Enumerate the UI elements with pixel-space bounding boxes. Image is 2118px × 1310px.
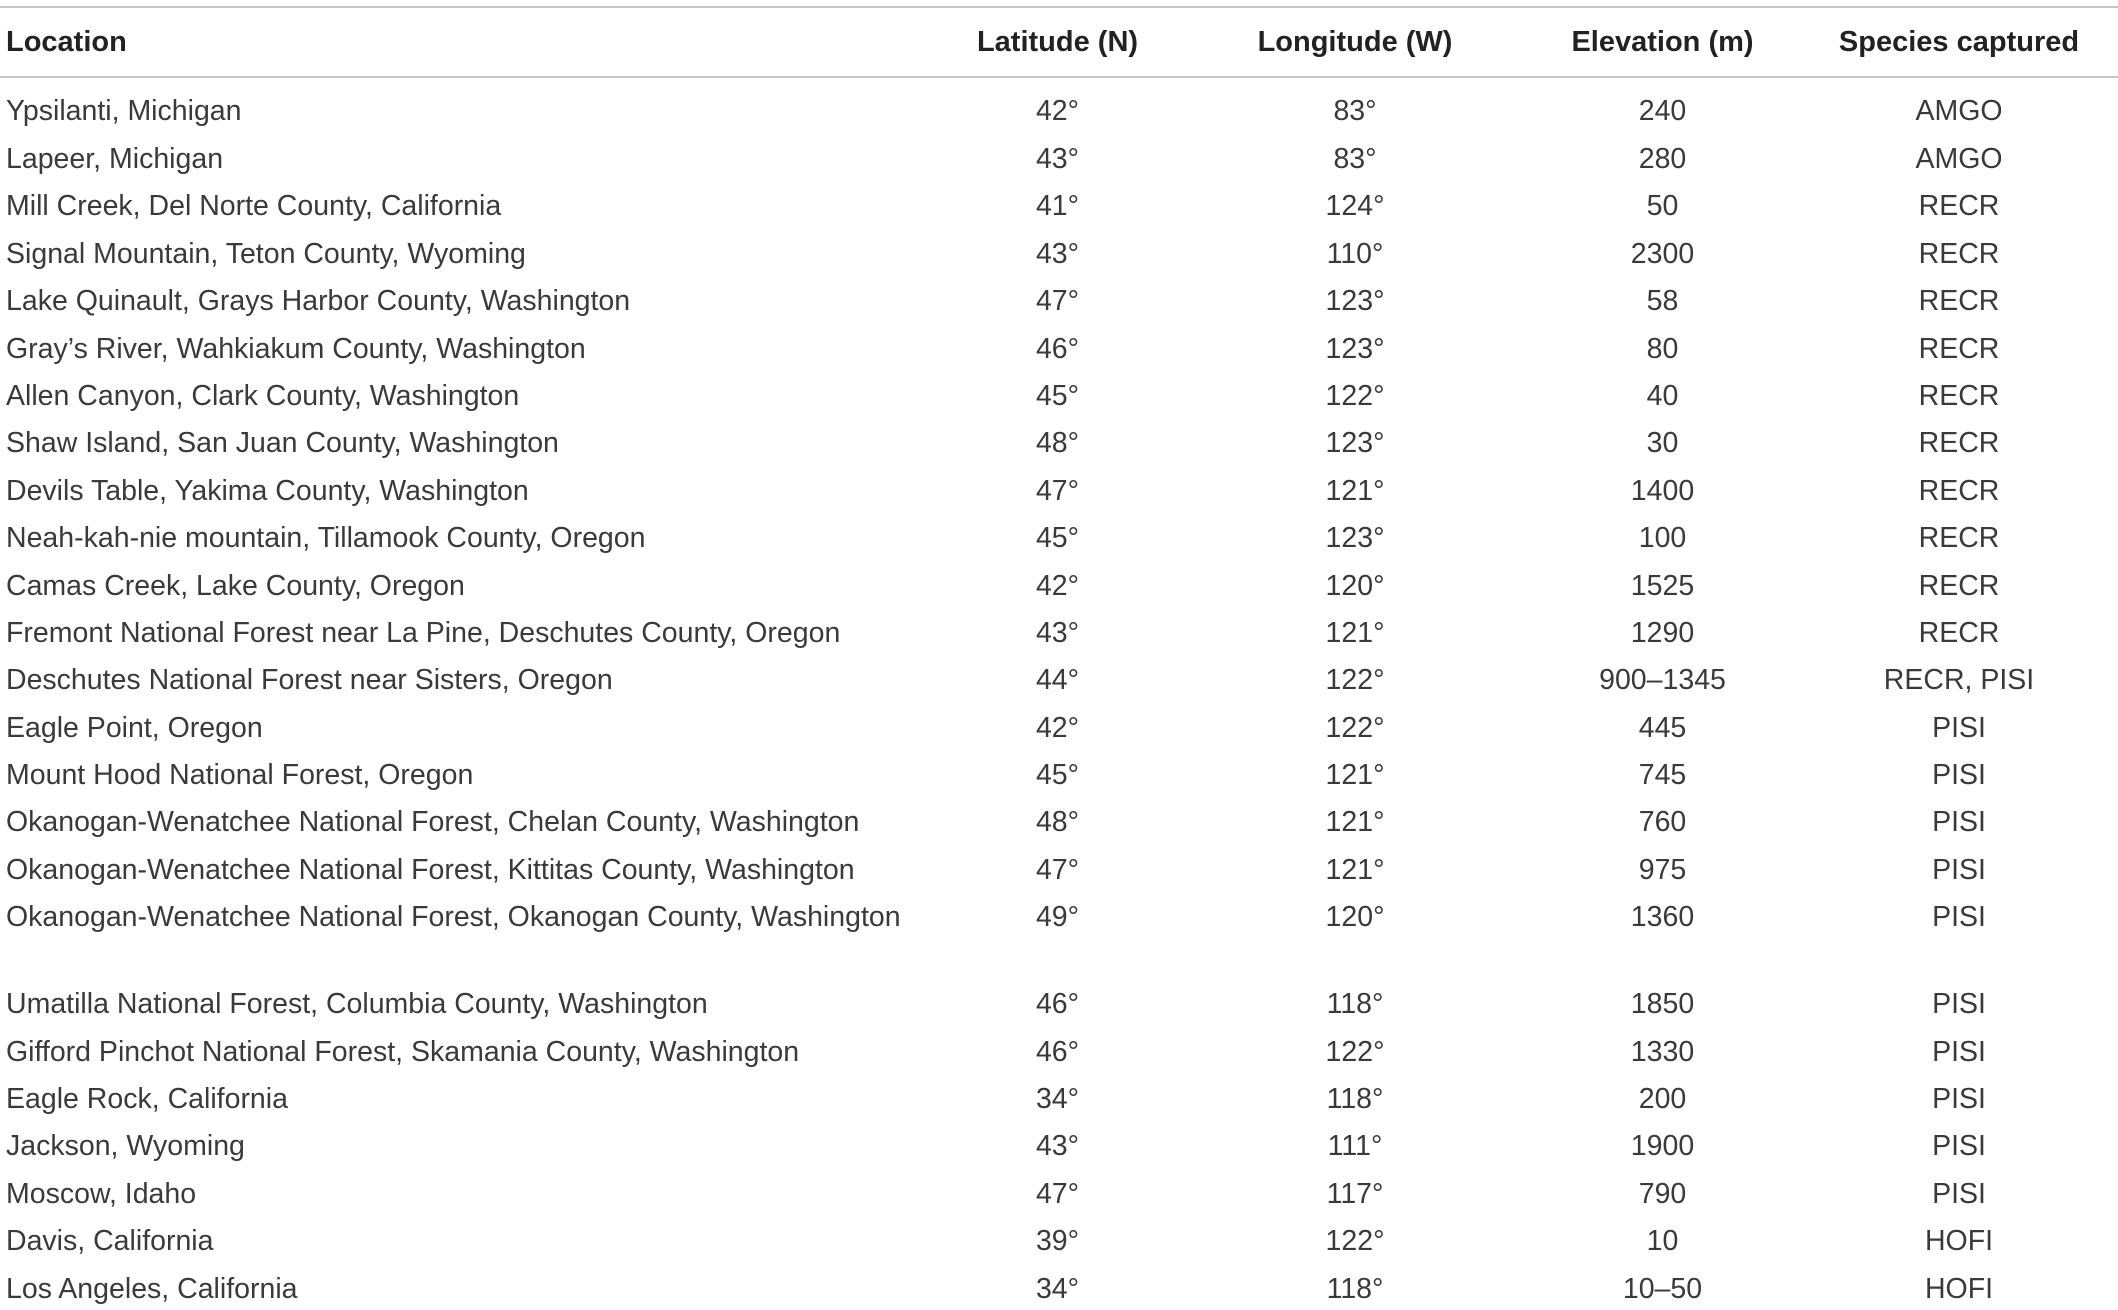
table-row (0, 1215, 2118, 1262)
cell-longitude: 120° (1325, 901, 1385, 934)
cell-latitude: 34° (1035, 1083, 1080, 1116)
cell-species: AMGO (1915, 95, 2003, 127)
table-row (0, 1168, 2118, 1215)
table-row (0, 1263, 2118, 1310)
cell-longitude: 122° (1325, 1035, 1385, 1068)
cell-elevation: 790 (1638, 1177, 1687, 1210)
cell-species: RECR (1918, 569, 2000, 602)
table-row (0, 465, 2118, 512)
cell-species: AMGO (1915, 143, 2003, 175)
table-row (0, 228, 2118, 275)
cell-species: RECR (1918, 332, 2000, 365)
cell-location: Gray’s River, Wahkiakum County, Washington (6, 332, 586, 365)
cell-species: RECR (1918, 285, 2000, 318)
cell-longitude: 111° (1327, 1130, 1383, 1163)
cell-longitude: 122° (1325, 1225, 1385, 1258)
cell-species: PISI (1932, 1035, 1986, 1068)
cell-elevation: 975 (1638, 853, 1687, 886)
cell-longitude: 122° (1325, 711, 1385, 744)
header-location: Location (0, 7, 930, 77)
cell-species: PISI (1932, 711, 1986, 744)
cell-location: Okanogan-Wenatchee National Forest, Kittitas County, Washington (6, 853, 855, 886)
cell-latitude: 45° (1035, 759, 1080, 792)
cell-location: Eagle Point, Oregon (6, 711, 263, 744)
table-row (0, 891, 2118, 978)
cell-species: PISI (1932, 1083, 1986, 1116)
cell-elevation: 58 (1646, 285, 1679, 318)
header-row (0, 7, 2118, 77)
cell-longitude: 123° (1325, 332, 1385, 365)
table-row (0, 796, 2118, 843)
cell-elevation: 80 (1646, 332, 1679, 365)
cell-longitude: 117° (1326, 1177, 1384, 1210)
cell-location: Shaw Island, San Juan County, Washington (6, 427, 559, 460)
sampling-locations-table (0, 6, 2118, 1310)
cell-latitude: 43° (1035, 1130, 1080, 1163)
cell-elevation: 240 (1638, 95, 1687, 127)
table-row (0, 702, 2118, 749)
cell-elevation: 1850 (1630, 988, 1695, 1021)
table-row (0, 560, 2118, 607)
cell-species: RECR (1918, 427, 2000, 460)
sampling-locations-table-container (0, 6, 2118, 1310)
cell-elevation: 1290 (1630, 616, 1695, 649)
cell-species: HOFI (1924, 1225, 1994, 1258)
cell-location: Ypsilanti, Michigan (6, 95, 242, 127)
table-header (0, 7, 2118, 77)
cell-elevation: 445 (1638, 711, 1687, 744)
table-row (0, 370, 2118, 417)
cell-location: Camas Creek, Lake County, Oregon (6, 569, 465, 602)
cell-longitude: 122° (1325, 664, 1385, 697)
cell-latitude: 45° (1035, 379, 1080, 412)
cell-longitude: 118° (1326, 988, 1384, 1021)
table-row (0, 1073, 2118, 1120)
cell-location: Umatilla National Forest, Columbia County, Washington (6, 988, 708, 1021)
cell-elevation: 1525 (1630, 569, 1695, 602)
table-row (0, 512, 2118, 559)
cell-latitude: 47° (1035, 285, 1080, 318)
cell-location: Eagle Rock, California (6, 1083, 288, 1116)
cell-longitude: 124° (1325, 190, 1385, 223)
table-row (0, 133, 2118, 180)
cell-latitude: 41° (1035, 190, 1080, 223)
cell-longitude: 121° (1325, 806, 1385, 839)
cell-latitude: 43° (1035, 237, 1080, 270)
cell-latitude: 49° (1035, 901, 1080, 934)
cell-species: RECR (1918, 522, 2000, 555)
cell-latitude: 47° (1035, 853, 1080, 886)
cell-longitude: 121° (1325, 616, 1385, 649)
cell-species: PISI (1932, 901, 1986, 934)
cell-longitude: 110° (1326, 237, 1384, 270)
cell-latitude: 42° (1035, 711, 1080, 744)
table-row (0, 844, 2118, 891)
table-row (0, 77, 2118, 133)
header-latitude: Latitude (N) (930, 7, 1185, 77)
table-row (0, 749, 2118, 796)
cell-longitude: 118° (1326, 1272, 1384, 1305)
cell-species: PISI (1932, 759, 1986, 792)
table-row (0, 607, 2118, 654)
cell-latitude: 43° (1035, 616, 1080, 649)
cell-species: RECR (1918, 379, 2000, 412)
cell-elevation: 100 (1638, 522, 1687, 555)
cell-location: Davis, California (6, 1225, 214, 1258)
cell-elevation: 30 (1646, 427, 1679, 460)
table-row (0, 1120, 2118, 1167)
cell-species: PISI (1932, 1177, 1986, 1210)
cell-longitude: 118° (1326, 1083, 1384, 1116)
cell-latitude: 43° (1035, 143, 1080, 175)
cell-location: Moscow, Idaho (6, 1177, 197, 1210)
cell-latitude: 34° (1035, 1272, 1080, 1305)
cell-location: Gifford Pinchot National Forest, Skamania County, Washington (6, 1035, 800, 1068)
cell-location: Okanogan-Wenatchee National Forest, Chelan County, Washington (6, 806, 860, 839)
cell-longitude: 83° (1333, 143, 1377, 175)
cell-latitude: 48° (1035, 427, 1080, 460)
cell-elevation: 760 (1638, 806, 1687, 839)
cell-latitude: 44° (1035, 664, 1080, 697)
cell-location: Okanogan-Wenatchee National Forest, Okanogan County, Washington (6, 901, 901, 934)
table-row (0, 1026, 2118, 1073)
cell-location: Lapeer, Michigan (6, 143, 224, 175)
cell-latitude: 42° (1035, 569, 1080, 602)
header-species: Species captured (1800, 7, 2118, 77)
cell-longitude: 83° (1333, 95, 1377, 127)
cell-species: RECR, PISI (1883, 664, 2035, 697)
cell-longitude: 123° (1325, 285, 1385, 318)
cell-latitude: 46° (1035, 1035, 1080, 1068)
cell-species: RECR (1918, 616, 2000, 649)
cell-species: PISI (1932, 1130, 1986, 1163)
table-row (0, 275, 2118, 322)
cell-elevation: 2300 (1630, 237, 1695, 270)
cell-elevation: 1900 (1630, 1130, 1695, 1163)
cell-location: Mount Hood National Forest, Oregon (6, 759, 474, 792)
cell-location: Los Angeles, California (6, 1272, 298, 1305)
cell-species: HOFI (1924, 1272, 1994, 1305)
table-body (0, 77, 2118, 1310)
cell-latitude: 47° (1035, 1177, 1080, 1210)
cell-location: Devils Table, Yakima County, Washington (6, 474, 529, 507)
cell-location: Mill Creek, Del Norte County, California (6, 190, 502, 223)
cell-elevation: 200 (1638, 1083, 1687, 1116)
table-row (0, 417, 2118, 464)
cell-location: Jackson, Wyoming (6, 1130, 245, 1163)
cell-location: Signal Mountain, Teton County, Wyoming (6, 237, 526, 270)
cell-location: Neah-kah-nie mountain, Tillamook County, Oregon (6, 522, 646, 555)
cell-elevation: 1360 (1630, 901, 1695, 934)
cell-longitude: 121° (1325, 759, 1385, 792)
cell-latitude: 46° (1035, 988, 1080, 1021)
cell-elevation: 900–1345 (1599, 664, 1726, 697)
table-row (0, 180, 2118, 227)
cell-species: PISI (1932, 806, 1986, 839)
header-elevation: Elevation (m) (1525, 7, 1800, 77)
cell-latitude: 48° (1035, 806, 1080, 839)
header-longitude: Longitude (W) (1185, 7, 1525, 77)
cell-latitude: 39° (1035, 1225, 1080, 1258)
cell-elevation: 280 (1638, 143, 1687, 175)
cell-elevation: 1400 (1630, 474, 1695, 507)
cell-species: RECR (1918, 237, 2000, 270)
cell-latitude: 46° (1035, 332, 1080, 365)
cell-elevation: 50 (1646, 190, 1679, 223)
cell-location: Allen Canyon, Clark County, Washington (6, 379, 520, 412)
cell-elevation: 10–50 (1622, 1272, 1703, 1305)
cell-location: Lake Quinault, Grays Harbor County, Washington (6, 285, 631, 318)
cell-longitude: 120° (1325, 569, 1385, 602)
cell-longitude: 121° (1325, 474, 1385, 507)
cell-elevation: 40 (1646, 379, 1679, 412)
cell-longitude: 121° (1325, 853, 1385, 886)
cell-longitude: 123° (1325, 427, 1385, 460)
cell-latitude: 45° (1035, 522, 1080, 555)
cell-latitude: 42° (1035, 95, 1080, 127)
cell-latitude: 47° (1035, 474, 1080, 507)
cell-species: RECR (1918, 474, 2000, 507)
cell-species: PISI (1932, 853, 1986, 886)
cell-longitude: 122° (1325, 379, 1385, 412)
cell-location: Fremont National Forest near La Pine, Deschutes County, Oregon (6, 616, 841, 649)
cell-species: RECR (1918, 190, 2000, 223)
cell-longitude: 123° (1325, 522, 1385, 555)
cell-species: PISI (1932, 988, 1986, 1021)
table-row (0, 323, 2118, 370)
cell-location: Deschutes National Forest near Sisters, Oregon (6, 664, 613, 697)
cell-elevation: 745 (1638, 759, 1687, 792)
cell-elevation: 10 (1646, 1225, 1679, 1258)
table-row (0, 978, 2118, 1025)
cell-elevation: 1330 (1630, 1035, 1695, 1068)
table-row (0, 654, 2118, 701)
